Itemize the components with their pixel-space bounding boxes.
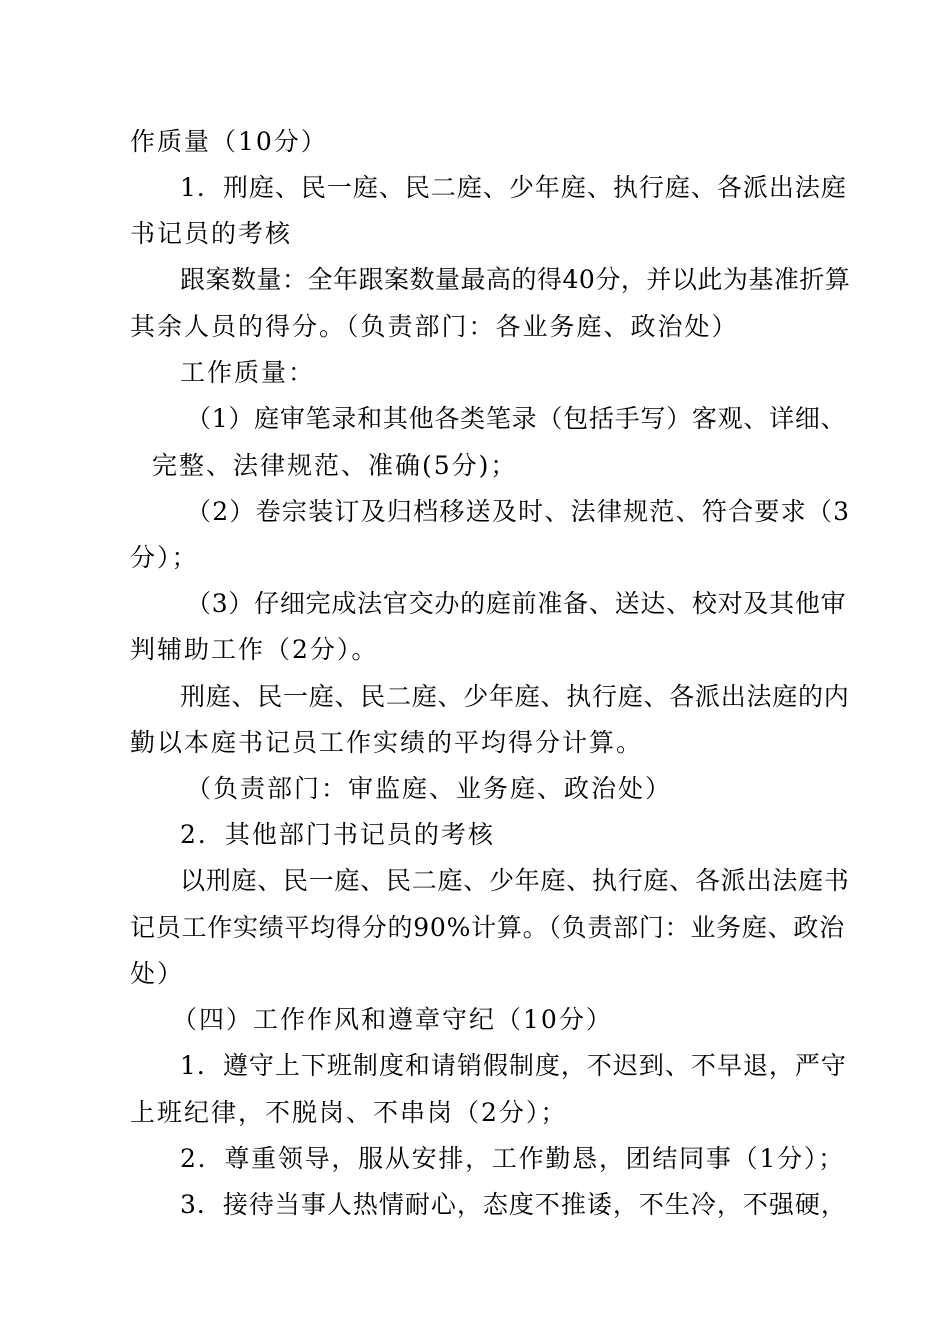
text-line: 上班纪律，不脱岗、不串岗（2分）； [130,1098,568,1127]
text-line: （1）庭审笔录和其他各类笔录（包括手写）客观、详细、 [186,404,847,433]
section-heading: （四）工作作风和遵章守纪（10分） [172,1005,613,1034]
text-line: 刑庭、民一庭、民二庭、少年庭、执行庭、各派出法庭的内 [180,682,850,711]
text-line: （2）卷宗装订及归档移送及时、法律规范、符合要求（3 [186,497,851,526]
text-line: 判辅助工作（2分）。 [130,635,379,664]
text-line: 2．其他部门书记员的考核 [180,820,495,849]
text-line: 1．遵守上下班制度和请销假制度，不迟到、不早退，严守 [180,1051,847,1080]
text-line: 3．接待当事人热情耐心，态度不推诿，不生冷，不强硬， [180,1190,847,1219]
text-line: （3）仔细完成法官交办的庭前准备、送达、校对及其他审 [186,589,847,618]
text-line: 分）； [130,543,199,572]
text-line: 作质量（10分） [130,127,328,156]
text-line: 勤以本庭书记员工作实绩的平均得分计算。 [130,728,644,757]
text-line: 以刑庭、民一庭、民二庭、少年庭、执行庭、各派出法庭书 [180,866,850,895]
text-line: 1．刑庭、民一庭、民二庭、少年庭、执行庭、各派出法庭 [180,173,847,202]
text-line: 处） [130,959,185,988]
text-line: 书记员的考核 [130,219,293,248]
text-line: （负责部门：审监庭、业务庭、政治处） [186,774,673,803]
text-line: 其余人员的得分。（负责部门：各业务庭、政治处） [130,312,739,341]
text-line: 2．尊重领导，服从安排，工作勤恳，团结同事（1分）； [180,1144,845,1173]
text-line: 工作质量： [180,358,316,387]
text-line: 完整、法律规范、准确(5分)； [152,451,518,480]
text-line: 跟案数量：全年跟案数量最高的得40分，并以此为基准折算 [180,265,851,294]
text-line: 记员工作实绩平均得分的90%计算。（负责部门：业务庭、政治 [130,913,845,942]
